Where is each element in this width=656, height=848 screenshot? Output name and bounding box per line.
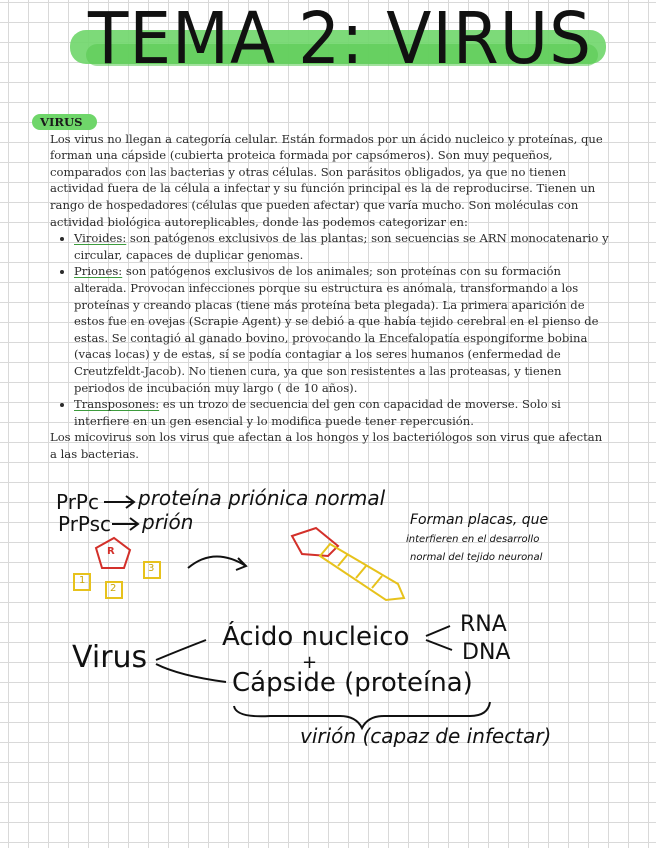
plaque-red	[292, 528, 338, 556]
note-prpsc: PrPsc	[58, 512, 112, 536]
term-transposones: Transposones:	[74, 397, 160, 412]
label-3: 3	[148, 563, 155, 574]
label-r-small: R	[107, 546, 115, 557]
note-plus: +	[302, 652, 318, 673]
note-forman-1: Forman placas, que	[410, 512, 549, 528]
note-forman-3: normal del tejido neuronal	[410, 552, 543, 563]
note-proteina-prionica: proteína priónica normal	[138, 486, 386, 510]
page-title: TEMA 2: VIRUS	[88, 0, 592, 81]
acid-brace	[426, 626, 452, 650]
note-dna: DNA	[462, 640, 511, 665]
section-badge: VIRUS	[32, 114, 97, 130]
arrow-1	[104, 496, 134, 508]
note-capside: Cápside (proteína)	[232, 668, 473, 698]
note-acido-nucleico: Ácido nucleico	[222, 622, 410, 652]
curved-arrow	[188, 556, 246, 570]
note-rna: RNA	[460, 612, 507, 637]
term-viroides: Viroides:	[74, 231, 127, 246]
item-text: son patógenos exclusivos de los animales; son proteínas con su formación alterada. Provocan infecciones porque su estructura es anómala, transformando a los proteínas y creando placas (tiene más proteína beta plegada). La primera aparición de estos fue en ovejas (Scrapie Agent) y se debió a que había tejido cerebral en el pienso de estas. Se contagió al ganado bovino, provocando la Encefalopatía espongiforme bobina (vacas locas) y de estas, sí se podía contagiar a los seres humanos (enfermedad de Creutzfeldt-Jacob). No tienen cura, ya que son resistentes a las proteasas, y tienen periodos de incubación muy largo ( de 10 años).	[74, 264, 599, 395]
virus-brace	[156, 640, 226, 682]
outro-paragraph: Los micovirus son los virus que afectan a los hongos y los bacteriólogos son virus que afectan a las bacterias.	[50, 430, 603, 461]
note-virion: virión (capaz de infectar)	[300, 724, 552, 748]
label-1: 1	[79, 575, 86, 586]
term-priones: Priones:	[74, 264, 123, 279]
arrow-2	[112, 518, 138, 530]
note-prpc: PrPc	[56, 490, 99, 514]
intro-paragraph: Los virus no llegan a categoría celular. Están formados por un ácido nucleico y proteínas, que forman una cápside (cubierta proteica formada por capsómeros). Son muy pequeños, comparados con las bacterias y otras células. Son parásitos obligados, ya que no tienen actividad fuera de la célula a infectar y su función principal es la de reproducirse. Tienen un rango de hospedadores (células que pueden afectar) que varía mucho. Son moléculas con actividad biológica autoreplicables, donde las podemos categorizar en:	[50, 131, 603, 229]
item-text: son patógenos exclusivos de las plantas; son secuencias se ARN monocatenario y circular, capaces de duplicar genomas.	[74, 231, 609, 262]
item-text: es un trozo de secuencia del gen con capacidad de moverse. Solo si interfiere en un gen esencial y lo modifica puede tener repercusión.	[74, 397, 561, 428]
note-virus: Virus	[72, 640, 148, 675]
note-prion: prión	[142, 510, 194, 534]
note-forman-2: interfieren en el desarrollo	[406, 534, 540, 545]
label-2: 2	[110, 583, 117, 594]
